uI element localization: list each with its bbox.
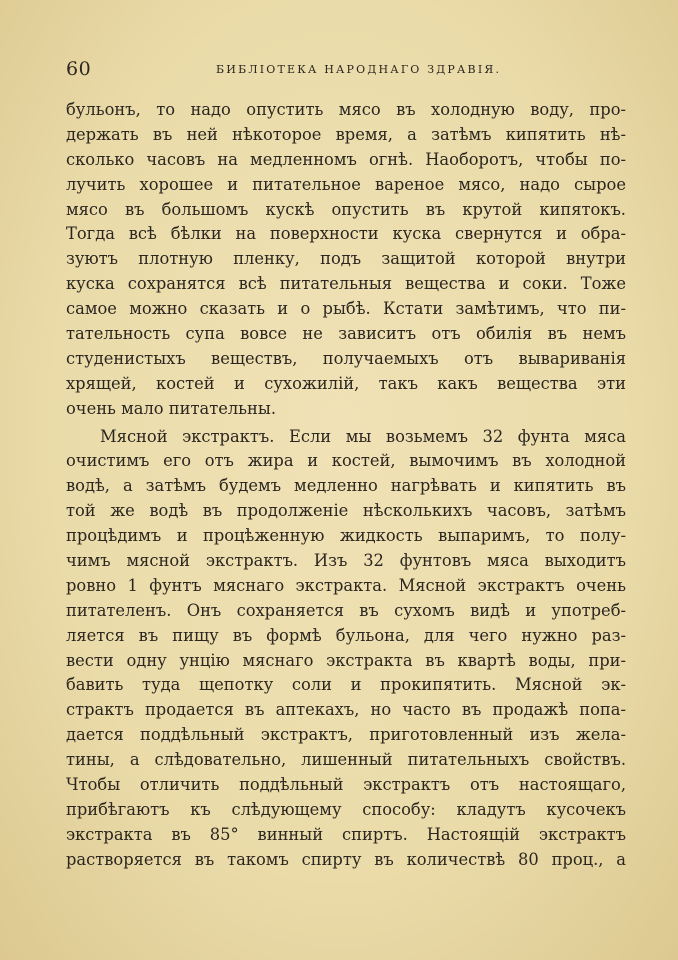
text-line: ровно 1 фунтъ мяснаго экстракта. Мясной экстрактъ очень	[66, 575, 626, 595]
text-line: мясо въ большомъ кускѣ опустить въ крутой кипятокъ.	[66, 199, 626, 219]
text-line: тины, а слѣдовательно, лишенный питательныхъ свойствъ.	[66, 750, 626, 770]
text-line: сколько часовъ на медленномъ огнѣ. Наоборотъ, чтобы по-	[66, 149, 626, 169]
text-line: лучить хорошее и питательное вареное мясо, надо сырое	[66, 174, 626, 194]
text-line: вести одну унцію мяснаго экстракта въ квартѣ воды, при-	[66, 650, 626, 670]
text-line: хрящей, костей и сухожилій, такъ какъ вещества эти	[66, 373, 626, 393]
text-line: прибѣгаютъ къ слѣдующему способу: кладутъ кусочекъ	[66, 799, 626, 819]
text-line: Мясной экстрактъ. Если мы возьмемъ 32 фунта мяса	[100, 426, 626, 446]
text-line: страктъ продается въ аптекахъ, но часто въ продажѣ попа-	[66, 700, 626, 720]
paragraph-meat-extract	[66, 425, 626, 873]
paragraph-meat-cooking	[66, 98, 626, 422]
body-text	[66, 98, 626, 873]
text-line: питателенъ. Онъ сохраняется въ сухомъ видѣ и употреб-	[66, 600, 626, 620]
text-line: Чтобы отличить поддѣльный экстрактъ отъ настоящаго,	[66, 775, 626, 795]
text-line: Тогда всѣ бѣлки на поверхности куска свернутся и обра-	[66, 224, 626, 244]
text-line: процѣдимъ и процѣженную жидкость выпаримъ, то полу-	[66, 526, 626, 546]
text-line: держать въ ней нѣкоторое время, а затѣмъ кипятить нѣ-	[66, 124, 626, 144]
text-line: экстракта въ 85° винный спиртъ. Настоящій экстрактъ	[66, 824, 626, 844]
page-header	[66, 58, 626, 82]
text-line: растворяется въ такомъ спирту въ количествѣ 80 проц., а	[66, 849, 626, 869]
text-line: куска сохранятся всѣ питательныя вещества и соки. Тоже	[66, 274, 626, 294]
text-line: чимъ мясной экстрактъ. Изъ 32 фунтовъ мяса выходитъ	[66, 551, 626, 571]
text-line: самое можно сказать и о рыбѣ. Кстати замѣтимъ, что пи-	[66, 299, 626, 319]
text-line: дается поддѣльный экстрактъ, приготовленный изъ жела-	[66, 725, 626, 745]
page-number: 60	[66, 58, 92, 80]
text-line: очень мало питательны.	[66, 398, 277, 418]
text-line: той же водѣ въ продолженіе нѣсколькихъ часовъ, затѣмъ	[66, 501, 626, 521]
text-line: бавить туда щепотку соли и прокипятить. Мясной эк-	[66, 675, 626, 695]
text-line: очистимъ его отъ жира и костей, вымочимъ въ холодной	[66, 451, 626, 471]
text-line: тательность супа вовсе не зависитъ отъ обилія въ немъ	[66, 324, 626, 344]
text-line: студенистыхъ веществъ, получаемыхъ отъ вывариванія	[66, 348, 626, 368]
text-line: ляется въ пищу въ формѣ бульона, для чего нужно раз-	[66, 625, 626, 645]
running-title: БИБЛІОТЕКА НАРОДНАГО ЗДРАВІЯ.	[216, 63, 502, 76]
text-line: бульонъ, то надо опустить мясо въ холодную воду, про-	[66, 100, 626, 119]
text-line: зуютъ плотную пленку, подъ защитой которой внутри	[66, 249, 626, 269]
text-line: водѣ, а затѣмъ будемъ медленно нагрѣвать и кипятить въ	[66, 476, 626, 496]
